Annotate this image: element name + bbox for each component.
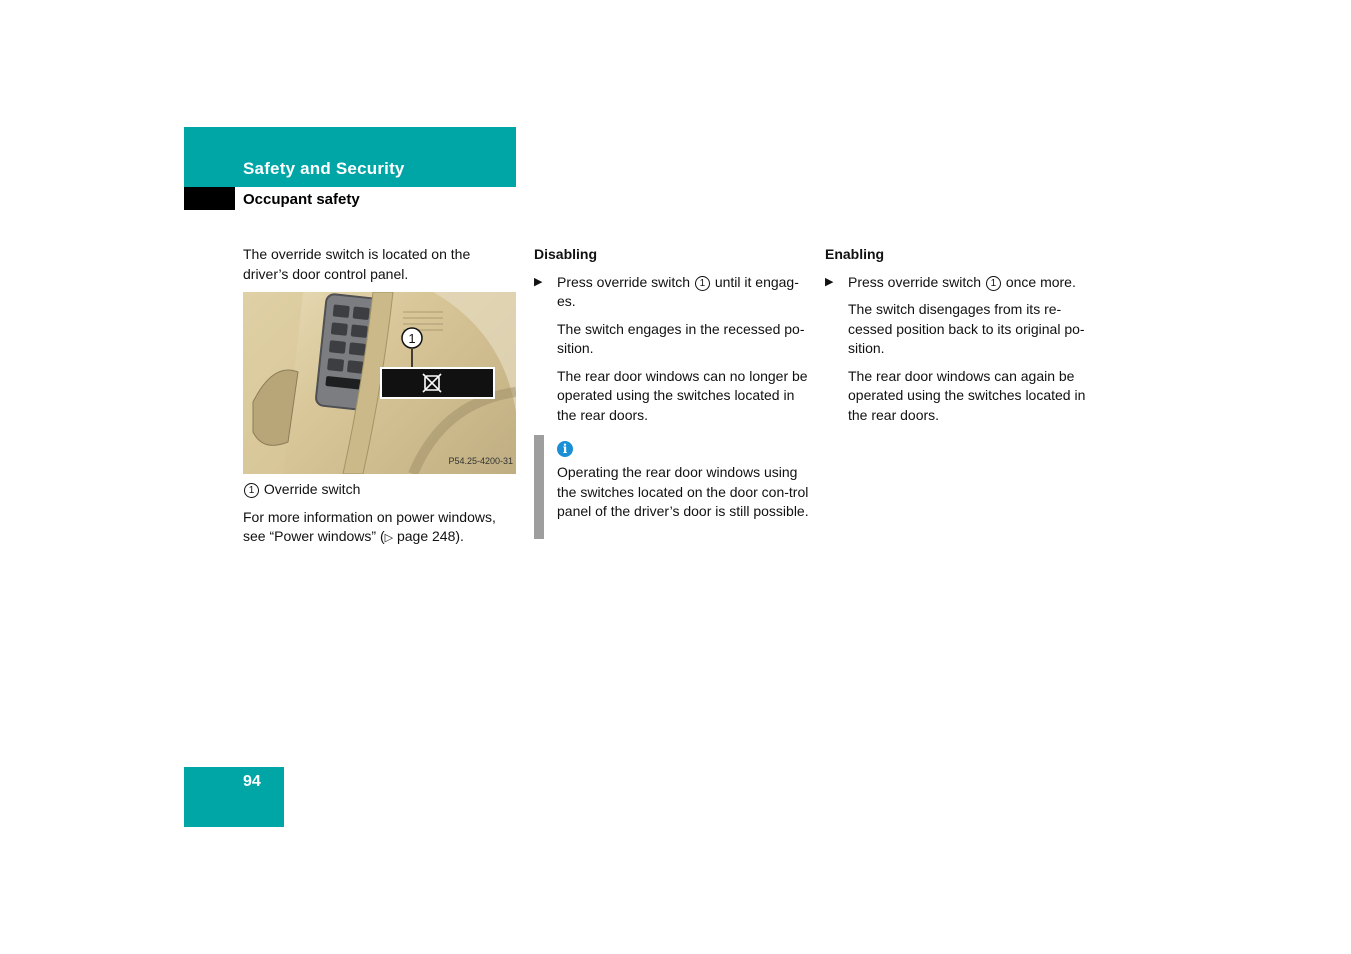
step-prefix: Press override switch	[848, 273, 985, 290]
enabling-result-1: The switch disengages from its re-cessed position back to its original po-sition.	[848, 301, 1085, 356]
column-right	[825, 245, 1101, 433]
bullet-arrow-icon: ▶	[534, 275, 543, 288]
child-lock-icon	[423, 374, 441, 392]
page-number-box	[184, 767, 284, 827]
step-prefix: Press override switch	[557, 273, 694, 290]
door-panel-illustration	[243, 292, 516, 474]
enabling-result-2: The rear door windows can again be operated using the switches located in the rear doors.	[848, 367, 1086, 423]
step-suffix: once more.	[1001, 273, 1076, 290]
figure-code: P54.25-4200-31	[448, 455, 513, 466]
callout-number: 1	[408, 331, 416, 346]
disabling-step	[534, 273, 810, 312]
bullet-arrow-icon: ▶	[825, 275, 834, 288]
more-info-prefix: For more information on power windows, see “Power windows” (	[243, 508, 496, 544]
page-number: 94	[243, 773, 261, 790]
more-info-text	[243, 508, 515, 549]
section-marker	[184, 187, 235, 210]
info-bar	[534, 435, 544, 539]
door-panel-figure	[243, 292, 516, 474]
disabling-result-2: The rear door windows can no longer be operated using the switches located in the rear doors.	[557, 367, 808, 423]
info-note	[534, 441, 810, 522]
enabling-heading: Enabling	[825, 246, 885, 262]
disabling-heading: Disabling	[534, 246, 598, 262]
number-circle-icon: 1	[244, 483, 259, 498]
section-title: Safety and Security	[243, 159, 405, 178]
caption-text: Override switch	[263, 481, 361, 497]
intro-text: The override switch is located on the driver’s door control panel.	[243, 246, 471, 282]
enabling-step	[825, 273, 1101, 293]
disabling-result-1: The switch engages in the recessed po-sition.	[557, 320, 805, 356]
info-text: Operating the rear door windows using the switches located on the door con-trol panel of the driver’s door is still possible.	[557, 464, 809, 519]
page-reference-arrow-icon: ▷	[384, 532, 394, 544]
column-middle	[534, 245, 810, 530]
subsection-title: Occupant safety	[243, 191, 360, 208]
figure-caption	[243, 480, 515, 500]
column-left	[243, 245, 515, 557]
step-suffix: until it engag-es.	[557, 273, 799, 309]
number-circle-icon: 1	[695, 276, 710, 291]
page-reference-link[interactable]: page 248).	[393, 528, 464, 544]
info-icon: i	[557, 441, 573, 457]
number-circle-icon: 1	[986, 276, 1001, 291]
